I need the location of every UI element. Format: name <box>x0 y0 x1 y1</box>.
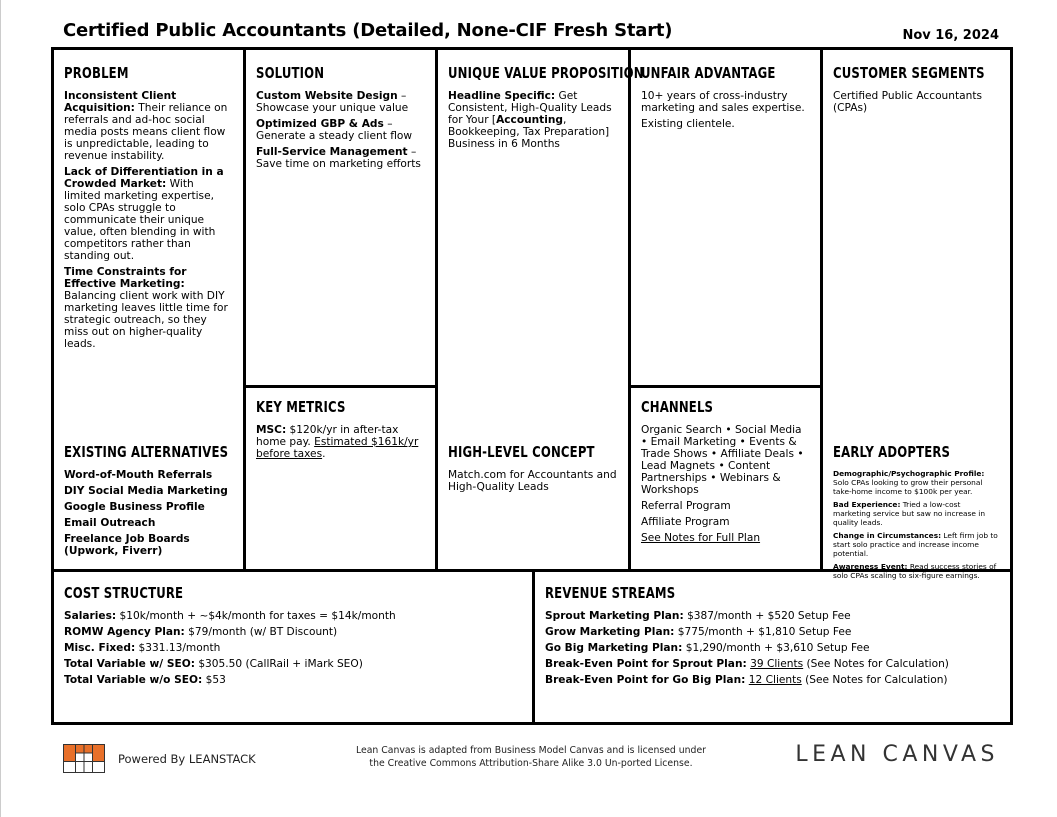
solution-item: Full-Service Management – Save time on marketing efforts <box>256 146 421 170</box>
uvp-heading: UNIQUE VALUE PROPOSITION <box>448 64 644 82</box>
solution-item: Custom Website Design – Showcase your unique value <box>256 90 409 114</box>
license-text: Lean Canvas is adapted from Business Model Canvas and is licensed under the Creative Commons Attribution-Share Alike 3.0 Un-ported License. <box>355 745 706 769</box>
breakeven-gobig-link[interactable]: 12 Clients <box>748 674 802 686</box>
solution-section <box>246 50 438 388</box>
high-level-concept-section <box>438 435 631 572</box>
unfair-advantage-heading: UNFAIR ADVANTAGE <box>641 64 776 82</box>
customer-segments-section <box>823 50 1010 435</box>
customer-segment-item: Certified Public Accountants (CPAs) <box>833 90 983 114</box>
channel-item: Referral Program <box>641 500 731 512</box>
key-metric-item: MSC: $120k/yr in after-tax home pay. Estimated $161k/yr before taxes. <box>256 424 419 460</box>
unfair-advantage-item: 10+ years of cross-industry marketing and sales expertise. <box>641 90 805 114</box>
uvp-headline: Headline Specific: Get Consistent, High-Quality Leads for Your [Accounting, Bookkeeping, Tax Preparation] Business in 6 Months <box>448 90 612 150</box>
high-level-concept-heading: HIGH-LEVEL CONCEPT <box>448 443 595 461</box>
problem-item: Lack of Differentiation in a Crowded Market: With limited marketing expertise, solo CPAs struggle to communicate their unique value, often blending in with competitors rather than standing out. <box>64 166 224 262</box>
alternative-item: Freelance Job Boards (Upwork, Fiverr) <box>64 533 190 557</box>
cost-item: Salaries: $10k/month + ~$4k/month for taxes = $14k/month <box>64 610 396 622</box>
customer-segments-heading: CUSTOMER SEGMENTS <box>833 64 985 82</box>
solution-item: Optimized GBP & Ads – Generate a steady client flow <box>256 118 413 142</box>
powered-by-text: Powered By LEANSTACK <box>118 752 256 766</box>
problem-item: Inconsistent Client Acquisition: Their reliance on referrals and ad-hoc social media posts means client flow is unpredictable, leading to revenue instability. <box>64 90 228 162</box>
revenue-item: Go Big Marketing Plan: $1,290/month + $3,610 Setup Fee <box>545 642 870 654</box>
existing-alternatives-heading: EXISTING ALTERNATIVES <box>64 443 229 461</box>
channels-heading: CHANNELS <box>641 398 714 416</box>
revenue-streams-section <box>535 572 1010 722</box>
problem-heading: PROBLEM <box>64 64 129 82</box>
unfair-advantage-section <box>631 50 823 388</box>
problem-section <box>54 50 246 435</box>
early-adopters-heading: EARLY ADOPTERS <box>833 443 951 461</box>
alternative-item: DIY Social Media Marketing <box>64 485 228 497</box>
alternative-item: Word-of-Mouth Referrals <box>64 469 213 481</box>
breakeven-item: Break-Even Point for Go Big Plan: 12 Clients (See Notes for Calculation) <box>545 674 948 686</box>
lean-canvas-brand: LEAN CANVAS <box>795 742 999 767</box>
channels-notes-link[interactable]: See Notes for Full Plan <box>641 532 761 544</box>
leanstack-logo-icon <box>63 744 105 773</box>
alternative-item: Email Outreach <box>64 517 156 529</box>
breakeven-item: Break-Even Point for Sprout Plan: 39 Clients (See Notes for Calculation) <box>545 658 949 670</box>
early-adopter-item: Awareness Event: Read success stories of solo CPAs scaling to six-figure earnings. <box>833 562 997 580</box>
lean-canvas <box>51 47 1013 725</box>
unfair-advantage-item: Existing clientele. <box>641 118 735 130</box>
problem-item: Time Constraints for Effective Marketing: Balancing client work with DIY marketing leaves little time for strategic outreach, so they miss out on higher-quality leads. <box>64 266 228 350</box>
revenue-item: Sprout Marketing Plan: $387/month + $520 Setup Fee <box>545 610 851 622</box>
early-adopters-section <box>823 435 1010 580</box>
cost-item: Total Variable w/o SEO: $53 <box>64 674 226 686</box>
cost-structure-section <box>54 572 535 722</box>
breakeven-sprout-link[interactable]: 39 Clients <box>750 658 804 670</box>
early-adopter-item: Change in Circumstances: Left firm job to start solo practice and increase income potential. <box>833 531 998 558</box>
cost-item: Misc. Fixed: $331.13/month <box>64 642 221 654</box>
high-level-concept-text: Match.com for Accountants and High-Quality Leads <box>448 469 617 493</box>
page-title: Certified Public Accountants (Detailed, None-CIF Fresh Start) <box>63 20 673 41</box>
channels-section <box>631 388 823 572</box>
existing-alternatives-section <box>54 435 246 572</box>
revenue-streams-heading: REVENUE STREAMS <box>545 584 676 602</box>
cost-structure-heading: COST STRUCTURE <box>64 584 184 602</box>
early-adopter-item: Demographic/Psychographic Profile: Solo CPAs looking to grow their personal take-home income to $100k per year. <box>833 469 985 496</box>
channel-item: Organic Search • Social Media • Email Marketing • Events & Trade Shows • Affiliate Deals • Lead Magnets • Content Partnerships • Webinars & Workshops <box>641 424 804 496</box>
key-metrics-section <box>246 388 438 572</box>
key-metrics-heading: KEY METRICS <box>256 398 346 416</box>
cost-item: ROMW Agency Plan: $79/month (w/ BT Discount) <box>64 626 338 638</box>
unique-value-proposition-section <box>438 50 644 435</box>
solution-heading: SOLUTION <box>256 64 325 82</box>
cost-item: Total Variable w/ SEO: $305.50 (CallRail + iMark SEO) <box>64 658 363 670</box>
channel-item: Affiliate Program <box>641 516 730 528</box>
canvas-date: Nov 16, 2024 <box>902 28 999 43</box>
alternative-item: Google Business Profile <box>64 501 205 513</box>
revenue-item: Grow Marketing Plan: $775/month + $1,810 Setup Fee <box>545 626 852 638</box>
early-adopter-item: Bad Experience: Tried a low-cost marketing service but saw no increase in quality leads. <box>833 500 986 527</box>
